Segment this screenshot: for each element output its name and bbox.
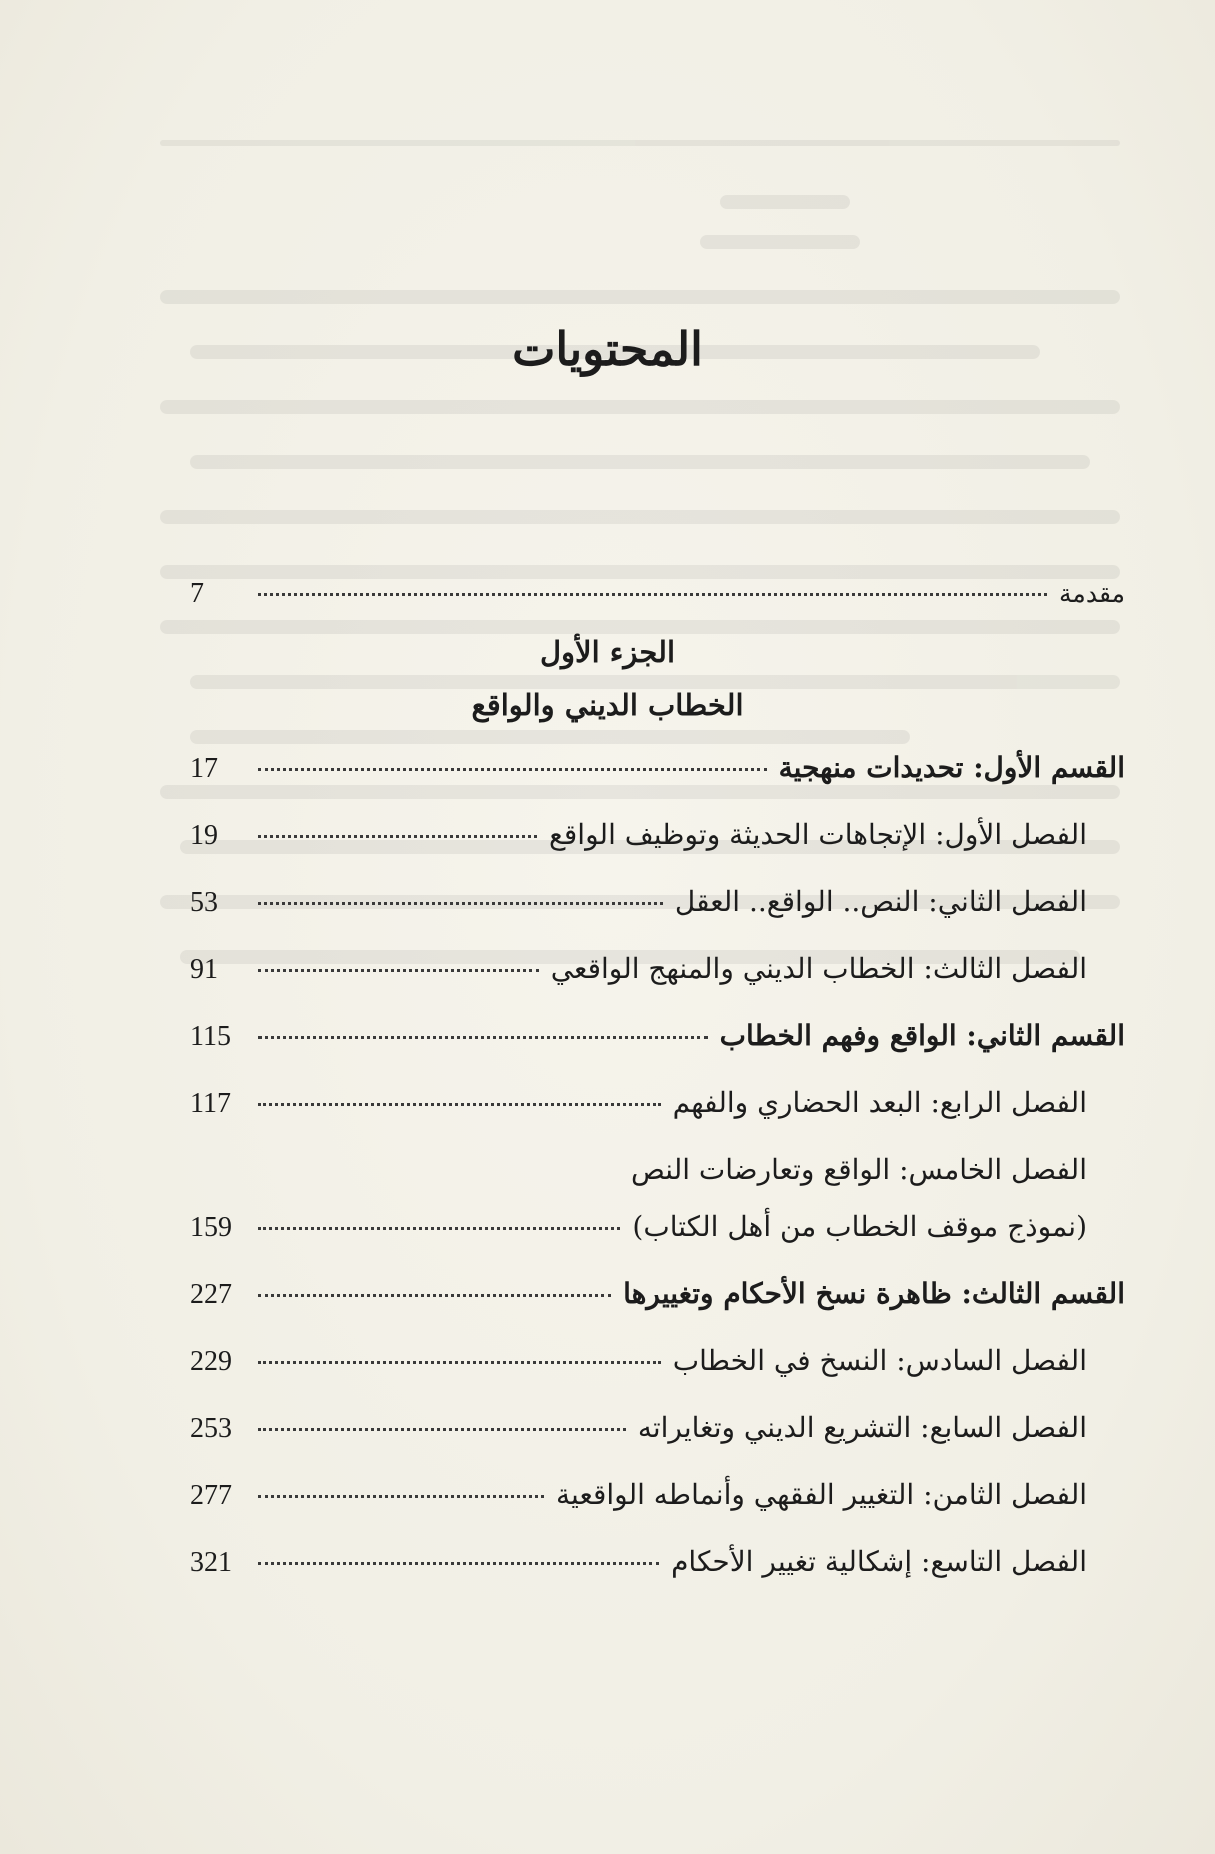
toc-entry-label: الفصل السادس: النسخ في الخطاب — [672, 1344, 1087, 1377]
toc-entry-page: 229 — [190, 1346, 232, 1377]
toc-entry-chapter[interactable] — [190, 885, 1087, 925]
toc-entry-chapter[interactable] — [190, 1344, 1087, 1384]
toc-entry-chapter[interactable] — [190, 1478, 1087, 1518]
toc-entry-label: القسم الثاني: الواقع وفهم الخطاب — [719, 1019, 1125, 1052]
leader-dots — [258, 1293, 611, 1297]
toc-entry-page: 115 — [190, 1021, 231, 1052]
toc-entry-page: 159 — [190, 1212, 232, 1243]
leader-dots — [258, 1494, 544, 1498]
toc-entry-page: 227 — [190, 1279, 232, 1310]
toc-entry-chapter[interactable] — [190, 1545, 1087, 1585]
toc-entry-chapter[interactable] — [190, 952, 1087, 992]
leader-dots — [258, 968, 539, 972]
leader-dots — [258, 1427, 626, 1431]
toc-entry-label: القسم الثالث: ظاهرة نسخ الأحكام وتغييرها — [623, 1277, 1125, 1310]
toc-entry-page: 17 — [190, 753, 218, 784]
toc-entry-chapter[interactable] — [190, 818, 1087, 858]
toc-entry-label: (نموذج موقف الخطاب من أهل الكتاب) — [632, 1210, 1087, 1243]
leader-dots — [258, 767, 767, 771]
toc-entry-page: 117 — [190, 1088, 231, 1119]
part-heading: الجزء الأول — [539, 635, 676, 669]
leader-dots — [258, 1226, 620, 1230]
toc-entry-label: الفصل الثاني: النص.. الواقع.. العقل — [674, 885, 1087, 918]
toc-entry-section[interactable] — [190, 751, 1125, 791]
toc-entry-chapter5-title[interactable]: الفصل الخامس: الواقع وتعارضات النص — [630, 1153, 1087, 1186]
toc-entry-label: الفصل الثامن: التغيير الفقهي وأنماطه الواقعية — [555, 1478, 1087, 1511]
toc-entry-label: القسم الأول: تحديدات منهجية — [778, 751, 1125, 784]
leader-dots — [258, 1360, 661, 1364]
toc-entry-section[interactable] — [190, 1277, 1125, 1317]
toc-entry-page: 91 — [190, 954, 218, 985]
leader-dots — [258, 1561, 659, 1565]
toc-entry-label: الفصل الرابع: البعد الحضاري والفهم — [672, 1086, 1087, 1119]
leader-dots — [258, 834, 537, 838]
leader-dots — [258, 1102, 661, 1106]
leader-dots — [258, 901, 663, 905]
toc-entry-label: الفصل التاسع: إشكالية تغيير الأحكام — [671, 1545, 1087, 1578]
toc-entry-introduction[interactable] — [190, 578, 1125, 618]
toc-entry-page: 7 — [190, 578, 204, 609]
toc-entry-page: 321 — [190, 1547, 232, 1578]
toc-entry-page: 53 — [190, 887, 218, 918]
toc-entry-label: الفصل الثالث: الخطاب الديني والمنهج الواقعي — [550, 952, 1087, 985]
toc-entry-chapter[interactable] — [190, 1411, 1087, 1451]
toc-entry-label: مقدمة — [1059, 579, 1125, 608]
toc-entry-chapter5[interactable] — [190, 1210, 1087, 1250]
toc-entry-section[interactable] — [190, 1019, 1125, 1059]
leader-dots — [258, 592, 1047, 596]
toc-entry-page: 277 — [190, 1480, 232, 1511]
toc-entry-page: 19 — [190, 820, 218, 851]
part-subheading: الخطاب الديني والواقع — [471, 688, 744, 722]
page-title: المحتويات — [512, 322, 703, 376]
toc-entry-chapter[interactable] — [190, 1086, 1087, 1126]
toc-entry-label: الفصل الأول: الإتجاهات الحديثة وتوظيف الواقع — [549, 818, 1087, 851]
toc-entry-label: الفصل السابع: التشريع الديني وتغايراته — [637, 1411, 1087, 1444]
toc-entry-page: 253 — [190, 1413, 232, 1444]
leader-dots — [258, 1035, 708, 1039]
